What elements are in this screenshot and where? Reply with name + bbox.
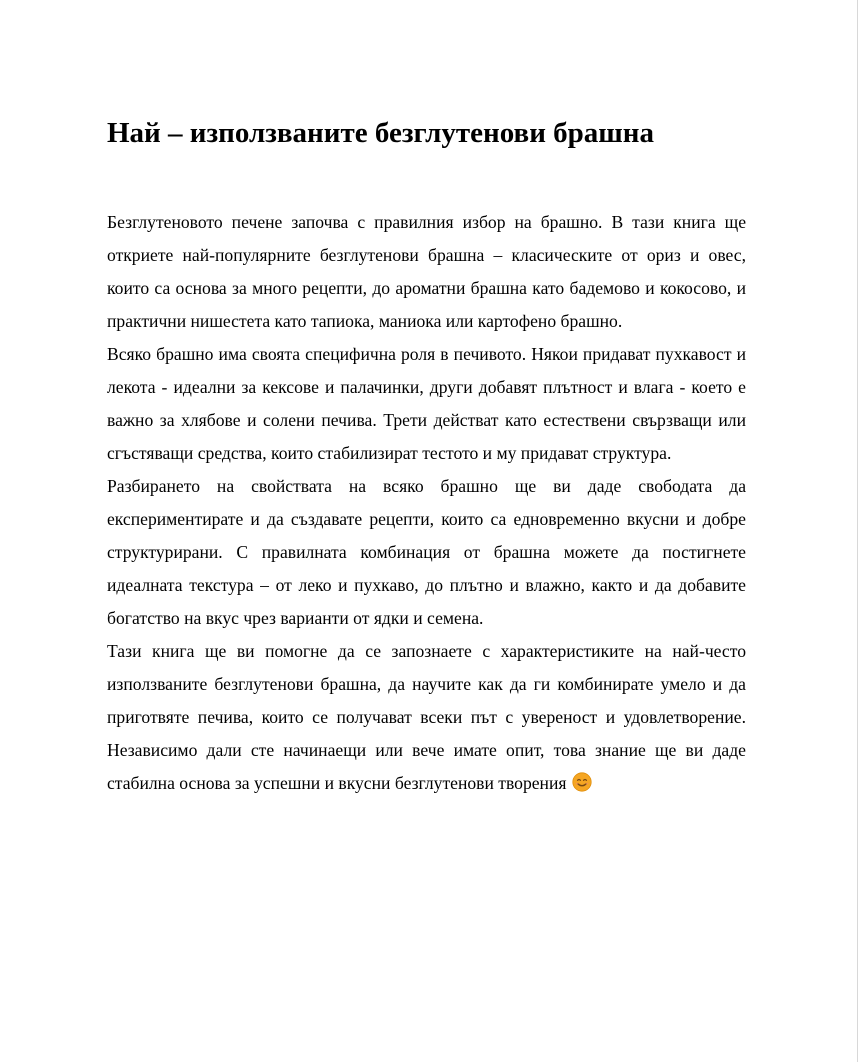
smiling-face-icon [572, 772, 592, 792]
document-content [107, 112, 746, 800]
paragraph: Безглутеновото печене започва с правилния избор на брашно. В тази книга ще откриете най-популярните безглутенови брашна – класическите от ориз и овес, които са основа за много рецепти, до ароматни брашна като бадемово и кокосово, и практични нишестета като тапиока, маниока или картофено брашно. [107, 212, 746, 331]
paragraph-last-text: Тази книга ще ви помогне да се запознаете с характеристиките на най-често използваните безглутенови брашна, да научите как да ги комбинирате умело и да приготвяте печива, които се получават всеки път с увереност и удовлетворение. Независимо дали сте начинаещи или вече имате опит, това знание ще ви даде стабилна основа за успешни и вкусни безглутенови творения [107, 641, 746, 793]
paragraph: Разбирането на свойствата на всяко брашно ще ви даде свободата да експериментирате и да създавате рецепти, които са едновременно вкусни и добре структурирани. С правилната комбинация от брашна можете да постигнете идеалната текстура – от леко и пухкаво, до плътно и влажно, както и да добавите богатство на вкус чрез варианти от ядки и семена. [107, 476, 746, 628]
page-title: Най – използваните безглутенови брашна [107, 117, 654, 149]
paragraph-last [107, 635, 746, 800]
page-edge-divider [857, 0, 858, 1062]
body-text [107, 206, 746, 800]
paragraph: Всяко брашно има своята специфична роля в печивото. Някои придават пухкавост и лекота - идеални за кексове и палачинки, други добавят плътност и влага - което е важно за хлябове и солени печива. Трети действат като естествени свързващи или сгъстяващи средства, които стабилизират тестото и му придават структура. [107, 344, 746, 463]
